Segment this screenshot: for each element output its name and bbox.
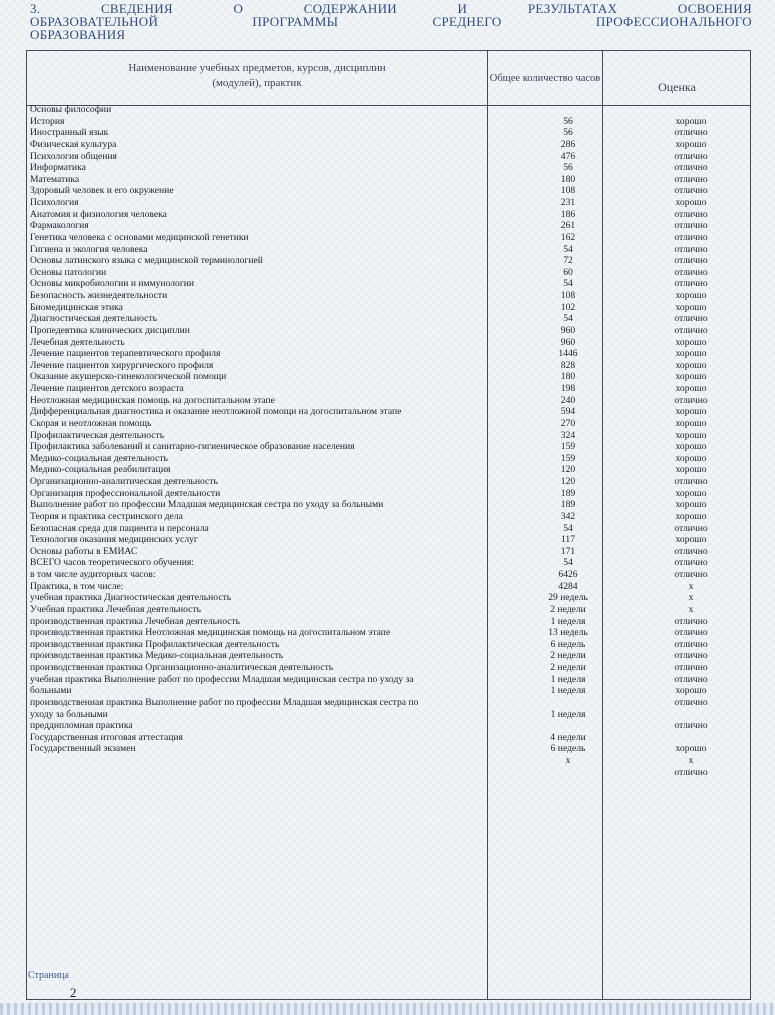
table-row bbox=[30, 325, 750, 337]
heading-word: О bbox=[233, 1, 244, 16]
subject-cell: Физическая культура bbox=[30, 138, 117, 150]
table-row bbox=[30, 139, 750, 151]
grade-cell: отлично bbox=[674, 324, 708, 336]
grade-cell: хорошо bbox=[675, 685, 707, 697]
grade-cell: отлично bbox=[674, 162, 708, 174]
hours-cell: 120 bbox=[560, 464, 576, 476]
table-row bbox=[30, 674, 750, 686]
heading-word: СВЕДЕНИЯ bbox=[100, 1, 173, 16]
hours-cell: 231 bbox=[560, 197, 576, 208]
table-row bbox=[30, 290, 750, 302]
heading-word: ПРОГРАММЫ bbox=[252, 14, 339, 29]
grade-cell: отлично bbox=[674, 627, 708, 639]
subject-cell: Фармакология bbox=[30, 220, 89, 232]
table-row bbox=[30, 406, 750, 418]
table-row bbox=[30, 453, 750, 465]
hours-cell: 2 недели bbox=[550, 662, 586, 673]
subject-cell: производственная практика Лечебная деятельность bbox=[30, 615, 241, 627]
table-row bbox=[30, 662, 750, 674]
hours-cell: 120 bbox=[560, 476, 576, 487]
hours-cell: 60 bbox=[563, 266, 573, 278]
decorative-border bbox=[0, 1003, 775, 1015]
subject-cell: Выполнение работ по профессии Младшая медицинская сестра по уходу за больными bbox=[30, 499, 384, 511]
subject-cell: Государственная итоговая аттестация bbox=[30, 731, 183, 743]
table-row bbox=[30, 383, 750, 395]
table-row bbox=[30, 255, 750, 267]
hours-cell: 180 bbox=[560, 371, 576, 383]
table-row bbox=[30, 220, 750, 232]
subject-cell: учебная практика Диагностическая деятельность bbox=[30, 592, 232, 604]
table-row bbox=[30, 650, 750, 662]
subject-cell: Организационно-аналитическая деятельность bbox=[30, 476, 218, 487]
heading-line-3: ОБРАЗОВАНИЯ bbox=[30, 27, 126, 42]
grade-cell: х bbox=[688, 580, 694, 592]
table-row bbox=[30, 720, 750, 732]
hours-cell: 6 недель bbox=[550, 638, 586, 650]
hours-cell: 54 bbox=[563, 278, 573, 290]
subject-cell: Медико-социальная реабилитация bbox=[30, 464, 171, 476]
hours-cell: 171 bbox=[560, 545, 576, 557]
grade-cell: х bbox=[688, 603, 694, 615]
header-grade: Оценка bbox=[658, 80, 696, 94]
grade-cell: хорошо bbox=[675, 406, 707, 418]
hours-cell: 1446 bbox=[558, 348, 578, 360]
grade-cell: отлично bbox=[674, 220, 708, 232]
subject-cell: Скорая и неотложная помощь bbox=[30, 417, 152, 429]
subject-cell: Психология общения bbox=[30, 150, 117, 162]
subject-cell: ВСЕГО часов теоретического обучения: bbox=[30, 557, 194, 569]
table-row bbox=[30, 569, 750, 581]
heading-word: И bbox=[457, 1, 468, 16]
subject-cell: Теория и практика сестринского дела bbox=[30, 510, 183, 522]
table-row bbox=[30, 302, 750, 314]
grade-cell: хорошо bbox=[675, 510, 707, 522]
grade-cell: отлично bbox=[674, 394, 708, 406]
hours-cell: 594 bbox=[560, 406, 576, 418]
table-row bbox=[30, 557, 750, 569]
hours-cell: 960 bbox=[560, 324, 576, 336]
subject-cell: уходу за больными bbox=[30, 708, 108, 720]
hours-cell: 476 bbox=[560, 150, 576, 162]
hours-cell: 186 bbox=[560, 208, 576, 220]
hours-cell: 828 bbox=[560, 359, 576, 371]
subject-cell: Безопасная среда для пациента и персонала bbox=[30, 522, 209, 534]
table-row bbox=[30, 627, 750, 639]
subject-cell: Безопасность жизнедеятельности bbox=[30, 290, 168, 301]
hours-cell: 159 bbox=[560, 452, 576, 464]
grade-cell: отлично bbox=[674, 638, 708, 650]
heading-word: РЕЗУЛЬТАТАХ bbox=[527, 1, 618, 16]
table-row bbox=[30, 232, 750, 244]
table-row bbox=[30, 348, 750, 360]
grade-cell: хорошо bbox=[675, 301, 707, 313]
hours-cell: 2 недели bbox=[550, 650, 586, 662]
grade-cell: отлично bbox=[674, 545, 708, 557]
table-row bbox=[30, 511, 750, 523]
grade-cell: хорошо bbox=[675, 743, 707, 755]
hours-cell: 6426 bbox=[558, 569, 578, 580]
subject-cell: в том числе аудиторных часов: bbox=[30, 569, 156, 580]
table-row bbox=[30, 174, 750, 186]
hours-cell: 72 bbox=[563, 255, 573, 267]
hours-cell: 117 bbox=[560, 534, 576, 546]
page-number: 2 bbox=[70, 985, 77, 1000]
table-row bbox=[30, 313, 750, 325]
subject-cell: История bbox=[30, 115, 65, 127]
grade-cell: отлично bbox=[674, 173, 708, 185]
hours-cell: 29 недель bbox=[548, 592, 588, 604]
hours-cell: 56 bbox=[563, 127, 573, 139]
table-row bbox=[30, 604, 750, 616]
table-row bbox=[30, 709, 750, 721]
hours-cell: 54 bbox=[563, 557, 573, 569]
subject-cell: Математика bbox=[30, 173, 80, 185]
table-row bbox=[30, 476, 750, 488]
grade-cell: отлично bbox=[674, 476, 708, 487]
grade-cell: отлично bbox=[674, 278, 708, 290]
subject-cell: Организация профессиональной деятельности bbox=[30, 487, 221, 499]
subject-cell: Медико-социальная деятельность bbox=[30, 452, 168, 464]
hours-cell: 240 bbox=[560, 394, 576, 406]
hours-cell: 2 недели bbox=[550, 603, 586, 615]
subject-cell: Основы патологии bbox=[30, 266, 107, 278]
table-row bbox=[30, 418, 750, 430]
grade-cell: хорошо bbox=[675, 197, 707, 208]
grade-cell: отлично bbox=[674, 266, 708, 278]
subject-cell: производственная практика Организационно-аналитическая деятельность bbox=[30, 662, 334, 673]
table-row bbox=[30, 743, 750, 755]
table-row bbox=[30, 441, 750, 453]
hours-cell: 342 bbox=[560, 510, 576, 522]
grade-cell: хорошо bbox=[675, 487, 707, 499]
heading-word: ОБРАЗОВАТЕЛЬНОЙ bbox=[30, 14, 159, 29]
hours-cell: 1 неделя bbox=[550, 685, 586, 697]
hours-cell: 56 bbox=[563, 115, 573, 127]
subject-cell: учебная практика Выполнение работ по профессии Младшая медицинская сестра по уходу за bbox=[30, 673, 414, 685]
header-subject: Наименование учебных предметов, курсов, дисциплин (модулей), практик bbox=[128, 62, 386, 89]
grade-cell: отлично bbox=[674, 557, 708, 569]
hours-cell: 54 bbox=[563, 522, 573, 534]
table-row bbox=[30, 616, 750, 628]
subject-cell: Пропедевтика клинических дисциплин bbox=[30, 324, 190, 336]
hours-cell: 189 bbox=[560, 487, 576, 499]
subject-cell: Государственный экзамен bbox=[30, 743, 136, 755]
subject-cell: производственная практика Профилактическая деятельность bbox=[30, 638, 280, 650]
grade-cell: отлично bbox=[674, 231, 708, 243]
table-row bbox=[30, 523, 750, 535]
hours-cell: 270 bbox=[560, 417, 576, 429]
hours-cell: 286 bbox=[560, 138, 576, 150]
grade-cell: отлично bbox=[674, 127, 708, 139]
hours-cell: 324 bbox=[560, 429, 576, 441]
table-row bbox=[30, 488, 750, 500]
table-row bbox=[30, 546, 750, 558]
table-body bbox=[30, 104, 750, 778]
grade-cell: отлично bbox=[674, 243, 708, 255]
table-row bbox=[30, 697, 750, 709]
grade-cell: отлично bbox=[674, 208, 708, 220]
grade-cell: отлично bbox=[674, 720, 708, 732]
subject-cell: Иностранный язык bbox=[30, 127, 109, 139]
grade-cell: хорошо bbox=[675, 429, 707, 441]
section-heading bbox=[30, 2, 752, 41]
table-row bbox=[30, 151, 750, 163]
grade-cell: хорошо bbox=[675, 464, 707, 476]
header-hours: Общее количество часов bbox=[489, 73, 601, 84]
table-row bbox=[30, 104, 750, 116]
hours-cell: 261 bbox=[560, 220, 576, 232]
grade-cell: х bbox=[688, 755, 694, 766]
heading-word: СОДЕРЖАНИИ bbox=[303, 1, 397, 16]
hours-cell: х bbox=[565, 755, 571, 766]
hours-cell: 1 неделя bbox=[550, 708, 586, 720]
table-row bbox=[30, 767, 750, 779]
subject-cell: Диагностическая деятельность bbox=[30, 313, 157, 325]
grade-cell: хорошо bbox=[675, 499, 707, 511]
subject-cell: Неотложная медицинская помощь на догоспитальном этапе bbox=[30, 394, 275, 406]
subject-cell: Гигиена и экология человека bbox=[30, 243, 148, 255]
grade-cell: отлично bbox=[674, 313, 708, 325]
grade-cell: хорошо bbox=[675, 336, 707, 348]
hours-cell: 54 bbox=[563, 243, 573, 255]
subject-cell: Основы микробиологии и иммунологии bbox=[30, 278, 195, 290]
table-row bbox=[30, 639, 750, 651]
table-row bbox=[30, 127, 750, 139]
hours-cell: 56 bbox=[563, 162, 573, 174]
subject-cell: преддипломная практика bbox=[30, 720, 133, 732]
subject-cell: Учебная практика Лечебная деятельность bbox=[30, 603, 201, 615]
table-row bbox=[30, 337, 750, 349]
subject-cell: Анатомия и физиология человека bbox=[30, 208, 167, 220]
grade-cell: отлично bbox=[674, 150, 708, 162]
hours-cell: 189 bbox=[560, 499, 576, 511]
subject-cell: производственная практика Медико-социальная деятельность bbox=[30, 650, 284, 662]
grade-cell: хорошо bbox=[675, 383, 707, 394]
table-row bbox=[30, 360, 750, 372]
table-row bbox=[30, 209, 750, 221]
table-row bbox=[30, 395, 750, 407]
grade-cell: отлично bbox=[674, 650, 708, 662]
grade-cell: отлично bbox=[674, 615, 708, 627]
heading-word: ПРОФЕССИОНАЛЬНОГО bbox=[595, 14, 752, 29]
grade-cell: хорошо bbox=[675, 417, 707, 429]
subject-cell: Профилактическая деятельность bbox=[30, 429, 165, 441]
subject-cell: Лечение пациентов хирургического профиля bbox=[30, 359, 214, 371]
table-row bbox=[30, 592, 750, 604]
table-row bbox=[30, 267, 750, 279]
hours-cell: 162 bbox=[560, 231, 576, 243]
subject-cell: Практика, в том числе: bbox=[30, 580, 124, 592]
page-label: Страница bbox=[28, 970, 69, 981]
grade-cell: отлично bbox=[674, 662, 708, 673]
grade-cell: хорошо bbox=[675, 452, 707, 464]
hours-cell: 960 bbox=[560, 336, 576, 348]
hours-cell: 4 недели bbox=[550, 731, 586, 743]
hours-cell: 159 bbox=[560, 441, 576, 453]
table-row bbox=[30, 244, 750, 256]
table-row bbox=[30, 534, 750, 546]
table-row bbox=[30, 732, 750, 744]
heading-line-2 bbox=[30, 15, 752, 28]
table-row bbox=[30, 464, 750, 476]
table-row bbox=[30, 499, 750, 511]
hours-cell: 102 bbox=[560, 301, 576, 313]
subject-cell: Лечение пациентов детского возраста bbox=[30, 383, 184, 394]
subject-cell: Основы философии bbox=[30, 104, 112, 115]
grade-cell: отлично bbox=[674, 766, 708, 778]
grade-cell: отлично bbox=[674, 673, 708, 685]
subject-cell: Оказание акушерско-гинекологической помощи bbox=[30, 371, 227, 383]
hours-cell: 6 недель bbox=[550, 743, 586, 755]
table-row bbox=[30, 197, 750, 209]
grade-cell: х bbox=[688, 592, 694, 604]
hours-cell: 13 недель bbox=[548, 627, 588, 639]
subject-cell: Основы латинского языка с медицинской терминологией bbox=[30, 255, 263, 267]
table-row bbox=[30, 371, 750, 383]
grade-cell: хорошо bbox=[675, 138, 707, 150]
subject-cell: Лечебная деятельность bbox=[30, 336, 125, 348]
hours-cell: 108 bbox=[560, 290, 576, 301]
heading-word: ОСВОЕНИЯ bbox=[677, 1, 752, 16]
grade-cell: отлично bbox=[674, 696, 708, 708]
subject-cell: Профилактика заболеваний и санитарно-гигиеническое образование населения bbox=[30, 441, 355, 453]
subject-cell: Информатика bbox=[30, 162, 86, 174]
grade-cell: отлично bbox=[674, 255, 708, 267]
hours-cell: 1 неделя bbox=[550, 615, 586, 627]
subject-cell: Технология оказания медицинских услуг bbox=[30, 534, 198, 546]
hours-cell: 180 bbox=[560, 173, 576, 185]
subject-cell: Биомедицинская этика bbox=[30, 301, 123, 313]
grade-cell: хорошо bbox=[675, 371, 707, 383]
subject-cell: производственная практика Выполнение работ по профессии Младшая медицинская сестра по bbox=[30, 696, 419, 708]
subject-cell: Генетика человека с основами медицинской генетики bbox=[30, 231, 249, 243]
table-row bbox=[30, 430, 750, 442]
grade-cell: хорошо bbox=[675, 359, 707, 371]
hours-cell: 54 bbox=[563, 313, 573, 325]
grade-cell: отлично bbox=[674, 185, 708, 197]
heading-word: 3. bbox=[30, 1, 41, 16]
table-row bbox=[30, 116, 750, 128]
subject-cell: Основы работы в ЕМИАС bbox=[30, 545, 138, 557]
grade-cell: хорошо bbox=[675, 115, 707, 127]
subject-cell: Лечение пациентов терапевтического профиля bbox=[30, 348, 221, 360]
table-row bbox=[30, 185, 750, 197]
subject-cell: производственная практика Неотложная медицинская помощь на догоспитальном этапе bbox=[30, 627, 391, 639]
hours-cell: 108 bbox=[560, 185, 576, 197]
grade-cell: хорошо bbox=[675, 290, 707, 301]
hours-cell: 198 bbox=[560, 383, 576, 394]
subject-cell: Дифференциальная диагностика и оказание неотложной помощи на догоспитальном этапе bbox=[30, 406, 402, 418]
grade-cell: отлично bbox=[674, 569, 708, 580]
heading-word: СРЕДНЕГО bbox=[432, 14, 502, 29]
table-row bbox=[30, 755, 750, 767]
table-row bbox=[30, 278, 750, 290]
grade-cell: хорошо bbox=[675, 441, 707, 453]
hours-cell: 4284 bbox=[558, 580, 578, 592]
subject-cell: Здоровый человек и его окружение bbox=[30, 185, 174, 197]
subject-cell: больными bbox=[30, 685, 72, 697]
subject-cell: Психология bbox=[30, 197, 79, 208]
grade-cell: хорошо bbox=[675, 534, 707, 546]
grade-cell: хорошо bbox=[675, 348, 707, 360]
table-row bbox=[30, 685, 750, 697]
table-row bbox=[30, 162, 750, 174]
grade-cell: отлично bbox=[674, 522, 708, 534]
hours-cell: 1 неделя bbox=[550, 673, 586, 685]
table-row bbox=[30, 581, 750, 593]
